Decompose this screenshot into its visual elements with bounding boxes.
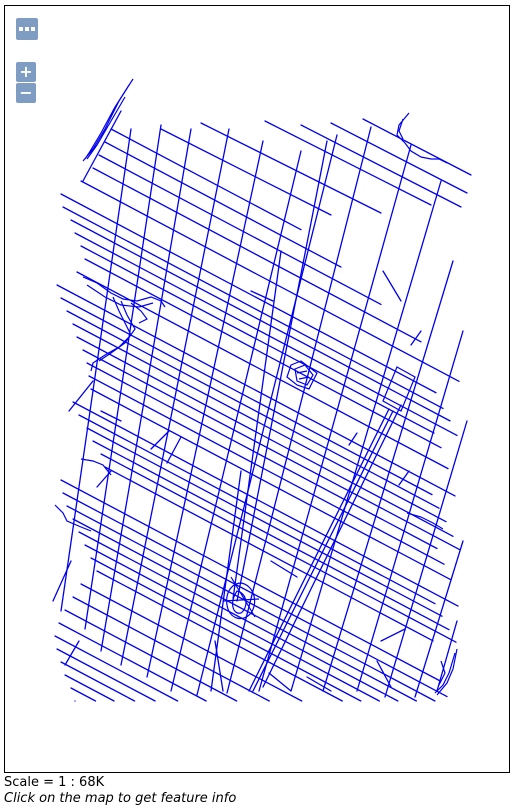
west-inlet-1 [81,459,111,475]
cross-street [85,259,441,448]
cross-street [57,649,155,701]
scale-text: Scale = 1 : 68K [4,775,105,790]
edge-street [97,471,111,487]
street-network-layer[interactable] [5,6,510,773]
edge-street [83,111,121,181]
northeast-shoreline [397,113,447,163]
avenue [85,125,161,629]
cross-street [61,480,440,681]
connector-street [167,437,181,463]
cross-street [73,402,458,606]
zoom-in-button[interactable]: + [16,62,36,82]
connector-street [381,629,405,641]
map-viewport[interactable] [4,5,510,773]
street-lines [53,111,471,701]
cross-street [105,467,433,641]
cross-street [331,123,467,193]
railway-line [263,405,401,687]
cross-street [73,519,416,701]
avenue [323,261,453,691]
cross-street [97,571,342,701]
diagonal-street [233,251,281,599]
avenue [147,141,263,677]
layer-switcher-button[interactable] [16,18,38,40]
cross-street [93,168,421,342]
avenue [197,135,337,695]
avenue [121,129,229,665]
connector-street [383,271,401,301]
avenue [227,127,371,693]
railway-line [253,411,393,691]
cross-street [61,662,135,701]
avenue [259,145,411,691]
central-plaza-feature [287,361,317,389]
feature-info-hint: Click on the map to get feature info [4,791,237,806]
layers-dots-icon [19,27,35,31]
cross-street [111,129,301,230]
zoom-out-button[interactable]: − [16,83,36,103]
riverside-edge [83,79,133,161]
cross-street [99,155,381,304]
cross-street [93,441,449,630]
cross-street [75,233,457,435]
cross-street [91,389,451,580]
cross-street [73,597,269,701]
edge-street [53,561,71,601]
cross-street [101,454,456,642]
connector-street [215,641,223,691]
cross-street [61,298,432,495]
connector-street [269,673,291,691]
